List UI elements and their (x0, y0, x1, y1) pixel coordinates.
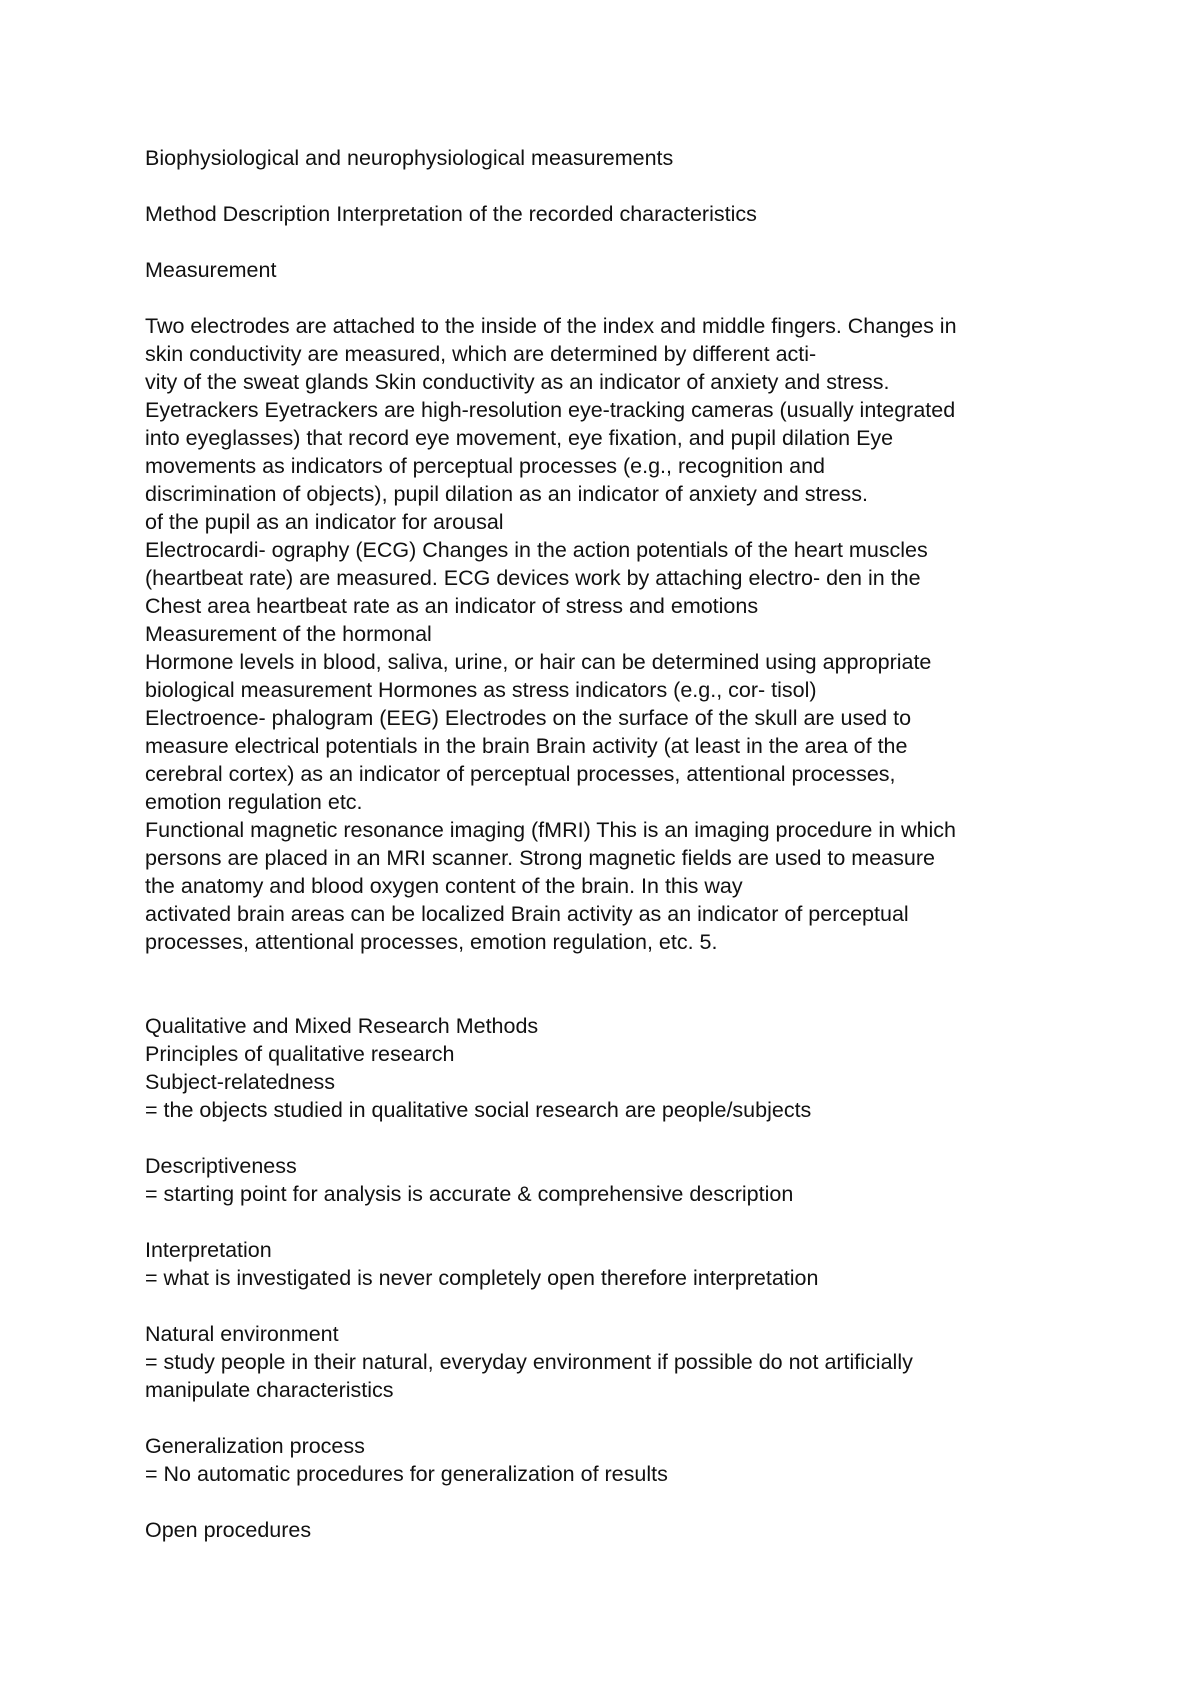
document-body (145, 144, 1075, 1544)
text-line: = No automatic procedures for generalization of results (145, 1462, 668, 1486)
descriptiveness-item (145, 1152, 1075, 1208)
text-line: movements as indicators of perceptual processes (e.g., recognition and (145, 454, 826, 478)
text-line: Two electrodes are attached to the inside of the index and middle fingers. Changes in (145, 314, 957, 338)
text-line: Generalization process (145, 1434, 365, 1458)
table-header-line (145, 200, 1075, 228)
text-line: activated brain areas can be localized Brain activity as an indicator of perceptual (145, 902, 909, 926)
interpretation-item (145, 1236, 1075, 1292)
text-line: persons are placed in an MRI scanner. Strong magnetic fields are used to measure (145, 846, 935, 870)
text-line: the anatomy and blood oxygen content of the brain. In this way (145, 874, 743, 898)
text-line: Qualitative and Mixed Research Methods (145, 1014, 539, 1038)
text-line: into eyeglasses) that record eye movement, eye fixation, and pupil dilation Eye (145, 426, 894, 450)
text-line: = the objects studied in qualitative social research are people/subjects (145, 1098, 812, 1122)
text-line: Descriptiveness (145, 1154, 297, 1178)
text-line: Measurement of the hormonal (145, 622, 432, 646)
text-line: Electroence- phalogram (EEG) Electrodes on the surface of the skull are used to (145, 706, 912, 730)
text-line: processes, attentional processes, emotion regulation, etc. 5. (145, 930, 718, 954)
text-line: biological measurement Hormones as stress indicators (e.g., cor- tisol) (145, 678, 817, 702)
text-line: Functional magnetic resonance imaging (fMRI) This is an imaging procedure in which (145, 818, 957, 842)
text-line: Interpretation (145, 1238, 272, 1262)
text-line: Biophysiological and neurophysiological measurements (145, 146, 674, 170)
heading-biophysiological (145, 144, 1075, 172)
methods-paragraph (145, 312, 1075, 956)
text-line: skin conductivity are measured, which are determined by different acti- (145, 342, 817, 366)
text-line: Electrocardi- ography (ECG) Changes in the action potentials of the heart muscles (145, 538, 928, 562)
text-line: discrimination of objects), pupil dilation as an indicator of anxiety and stress. (145, 482, 869, 506)
text-line: emotion regulation etc. (145, 790, 363, 814)
text-line: = what is investigated is never completely open therefore interpretation (145, 1266, 819, 1290)
text-line: Natural environment (145, 1322, 339, 1346)
text-line: = study people in their natural, everyday environment if possible do not artificially (145, 1350, 913, 1374)
generalization-item (145, 1432, 1075, 1488)
text-line: Subject-relatedness (145, 1070, 336, 1094)
text-line: cerebral cortex) as an indicator of perceptual processes, attentional processes, (145, 762, 896, 786)
open-procedures-item (145, 1516, 1075, 1544)
measurement-label (145, 256, 1075, 284)
text-line: of the pupil as an indicator for arousal (145, 510, 504, 534)
text-line: Hormone levels in blood, saliva, urine, or hair can be determined using appropriate (145, 650, 932, 674)
text-line: (heartbeat rate) are measured. ECG devices work by attaching electro- den in the (145, 566, 921, 590)
text-line: Eyetrackers Eyetrackers are high-resolution eye-tracking cameras (usually integrated (145, 398, 956, 422)
text-line: Method Description Interpretation of the recorded characteristics (145, 202, 757, 226)
text-line: Chest area heartbeat rate as an indicator of stress and emotions (145, 594, 759, 618)
text-line: manipulate characteristics (145, 1378, 394, 1402)
text-line: measure electrical potentials in the brain Brain activity (at least in the area of the (145, 734, 908, 758)
natural-environment-item (145, 1320, 1075, 1404)
qualitative-section (145, 1012, 1075, 1124)
text-line: Measurement (145, 258, 277, 282)
text-line: vity of the sweat glands Skin conductivity as an indicator of anxiety and stress. (145, 370, 890, 394)
text-line: Open procedures (145, 1518, 312, 1542)
text-line: Principles of qualitative research (145, 1042, 455, 1066)
text-line: = starting point for analysis is accurate & comprehensive description (145, 1182, 794, 1206)
